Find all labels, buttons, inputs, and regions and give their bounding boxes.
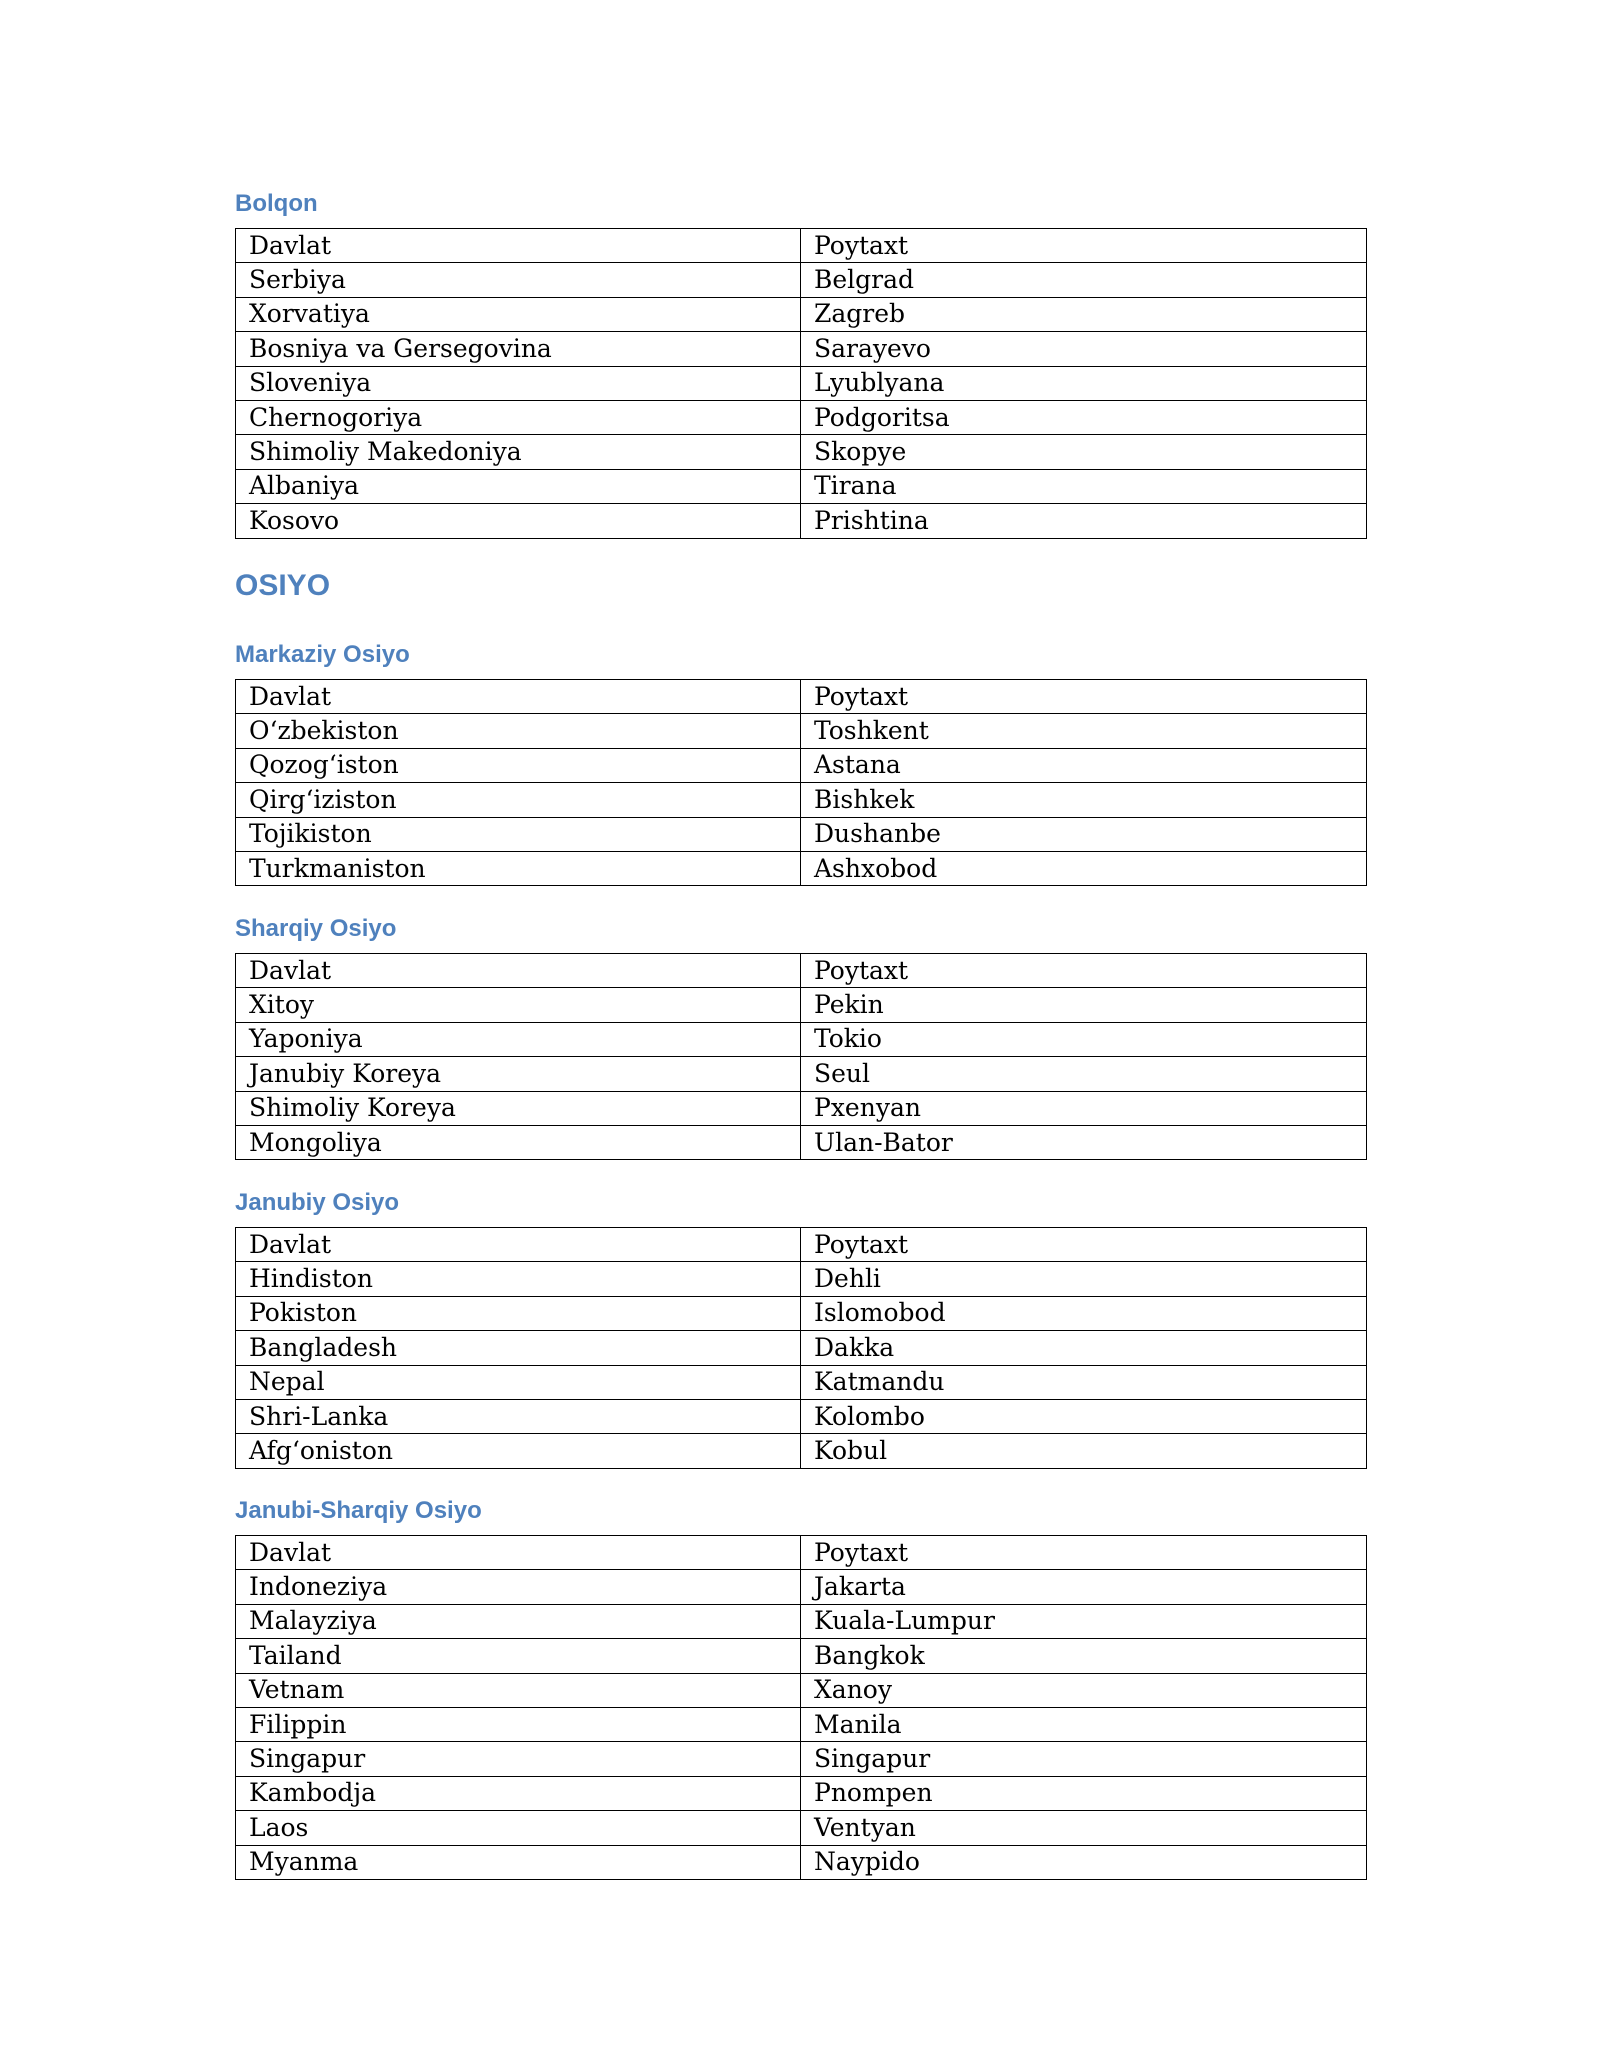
capital-cell: Sarayevo	[801, 332, 1367, 366]
capital-cell: Lyublyana	[801, 366, 1367, 400]
country-cell: Janubiy Koreya	[236, 1057, 801, 1091]
capital-cell: Bishkek	[801, 783, 1367, 817]
country-cell: Vetnam	[236, 1673, 801, 1707]
table-header-row	[236, 954, 1367, 988]
table-row	[236, 1845, 1367, 1879]
capital-cell: Dakka	[801, 1331, 1367, 1365]
capital-cell: Astana	[801, 748, 1367, 782]
table-row	[236, 1639, 1367, 1673]
country-cell: Afg‘oniston	[236, 1434, 801, 1468]
country-cell: Hindiston	[236, 1262, 801, 1296]
table-row	[236, 332, 1367, 366]
capital-cell: Prishtina	[801, 504, 1367, 538]
capital-cell: Islomobod	[801, 1296, 1367, 1330]
table-header-row	[236, 229, 1367, 263]
section-heading-markaziy-osiyo: Markaziy Osiyo	[235, 641, 410, 668]
table-row	[236, 1399, 1367, 1433]
table-janubiy-osiyo	[235, 1227, 1367, 1469]
column-header-country: Davlat	[236, 680, 801, 714]
country-cell: Kambodja	[236, 1776, 801, 1810]
country-cell: Yaponiya	[236, 1022, 801, 1056]
country-cell: Qozog‘iston	[236, 748, 801, 782]
country-cell: Shri-Lanka	[236, 1399, 801, 1433]
country-cell: Mongoliya	[236, 1125, 801, 1159]
country-cell: Malayziya	[236, 1604, 801, 1638]
section-heading-janubi-sharqiy-osiyo: Janubi-Sharqiy Osiyo	[235, 1497, 482, 1524]
table-row	[236, 1570, 1367, 1604]
column-header-country: Davlat	[236, 229, 801, 263]
country-cell: Myanma	[236, 1845, 801, 1879]
country-cell: O‘zbekiston	[236, 714, 801, 748]
table-row	[236, 1673, 1367, 1707]
capital-cell: Xanoy	[801, 1673, 1367, 1707]
country-cell: Indoneziya	[236, 1570, 801, 1604]
column-header-country: Davlat	[236, 954, 801, 988]
table-row	[236, 988, 1367, 1022]
country-cell: Nepal	[236, 1365, 801, 1399]
table-row	[236, 748, 1367, 782]
table-row	[236, 817, 1367, 851]
table-row	[236, 1434, 1367, 1468]
capital-cell: Dehli	[801, 1262, 1367, 1296]
table-row	[236, 1022, 1367, 1056]
table-row	[236, 469, 1367, 503]
capital-cell: Kobul	[801, 1434, 1367, 1468]
country-cell: Tailand	[236, 1639, 801, 1673]
capital-cell: Jakarta	[801, 1570, 1367, 1604]
country-cell: Shimoliy Makedoniya	[236, 435, 801, 469]
country-cell: Qirg‘iziston	[236, 783, 801, 817]
section-heading-bolqon: Bolqon	[235, 190, 318, 217]
country-cell: Chernogoriya	[236, 400, 801, 434]
table-row	[236, 1776, 1367, 1810]
capital-cell: Dushanbe	[801, 817, 1367, 851]
table-row	[236, 1811, 1367, 1845]
table-row	[236, 783, 1367, 817]
part-heading-osiyo: OSIYO	[235, 569, 331, 602]
table-row	[236, 1604, 1367, 1638]
table-bolqon	[235, 228, 1367, 539]
country-cell: Filippin	[236, 1707, 801, 1741]
country-cell: Kosovo	[236, 504, 801, 538]
table-row	[236, 1331, 1367, 1365]
table-row	[236, 1707, 1367, 1741]
table-row	[236, 1262, 1367, 1296]
column-header-capital: Poytaxt	[801, 229, 1367, 263]
table-markaziy-osiyo	[235, 679, 1367, 886]
table-row	[236, 1365, 1367, 1399]
capital-cell: Ashxobod	[801, 851, 1367, 885]
capital-cell: Pxenyan	[801, 1091, 1367, 1125]
table-row	[236, 400, 1367, 434]
country-cell: Serbiya	[236, 263, 801, 297]
country-cell: Shimoliy Koreya	[236, 1091, 801, 1125]
capital-cell: Katmandu	[801, 1365, 1367, 1399]
country-cell: Xitoy	[236, 988, 801, 1022]
capital-cell: Seul	[801, 1057, 1367, 1091]
capital-cell: Singapur	[801, 1742, 1367, 1776]
capital-cell: Belgrad	[801, 263, 1367, 297]
column-header-capital: Poytaxt	[801, 1228, 1367, 1262]
capital-cell: Podgoritsa	[801, 400, 1367, 434]
table-row	[236, 1125, 1367, 1159]
capital-cell: Kolombo	[801, 1399, 1367, 1433]
section-heading-janubiy-osiyo: Janubiy Osiyo	[235, 1189, 400, 1216]
table-row	[236, 1742, 1367, 1776]
column-header-country: Davlat	[236, 1536, 801, 1570]
capital-cell: Zagreb	[801, 297, 1367, 331]
capital-cell: Naypido	[801, 1845, 1367, 1879]
table-row	[236, 297, 1367, 331]
table-row	[236, 263, 1367, 297]
capital-cell: Tirana	[801, 469, 1367, 503]
table-sharqiy-osiyo	[235, 953, 1367, 1160]
table-header-row	[236, 1536, 1367, 1570]
table-row	[236, 1091, 1367, 1125]
table-row	[236, 1296, 1367, 1330]
table-header-row	[236, 680, 1367, 714]
column-header-country: Davlat	[236, 1228, 801, 1262]
table-row	[236, 851, 1367, 885]
country-cell: Pokiston	[236, 1296, 801, 1330]
country-cell: Xorvatiya	[236, 297, 801, 331]
country-cell: Albaniya	[236, 469, 801, 503]
country-cell: Singapur	[236, 1742, 801, 1776]
table-row	[236, 1057, 1367, 1091]
country-cell: Turkmaniston	[236, 851, 801, 885]
column-header-capital: Poytaxt	[801, 680, 1367, 714]
section-heading-sharqiy-osiyo: Sharqiy Osiyo	[235, 915, 397, 942]
country-cell: Sloveniya	[236, 366, 801, 400]
table-row	[236, 504, 1367, 538]
column-header-capital: Poytaxt	[801, 1536, 1367, 1570]
capital-cell: Bangkok	[801, 1639, 1367, 1673]
table-row	[236, 366, 1367, 400]
capital-cell: Ventyan	[801, 1811, 1367, 1845]
table-header-row	[236, 1228, 1367, 1262]
column-header-capital: Poytaxt	[801, 954, 1367, 988]
capital-cell: Tokio	[801, 1022, 1367, 1056]
country-cell: Bosniya va Gersegovina	[236, 332, 801, 366]
capital-cell: Skopye	[801, 435, 1367, 469]
capital-cell: Manila	[801, 1707, 1367, 1741]
capital-cell: Ulan-Bator	[801, 1125, 1367, 1159]
table-row	[236, 714, 1367, 748]
table-row	[236, 435, 1367, 469]
country-cell: Laos	[236, 1811, 801, 1845]
capital-cell: Toshkent	[801, 714, 1367, 748]
table-janubi-sharqiy-osiyo	[235, 1535, 1367, 1880]
capital-cell: Pekin	[801, 988, 1367, 1022]
capital-cell: Pnompen	[801, 1776, 1367, 1810]
capital-cell: Kuala-Lumpur	[801, 1604, 1367, 1638]
country-cell: Tojikiston	[236, 817, 801, 851]
country-cell: Bangladesh	[236, 1331, 801, 1365]
